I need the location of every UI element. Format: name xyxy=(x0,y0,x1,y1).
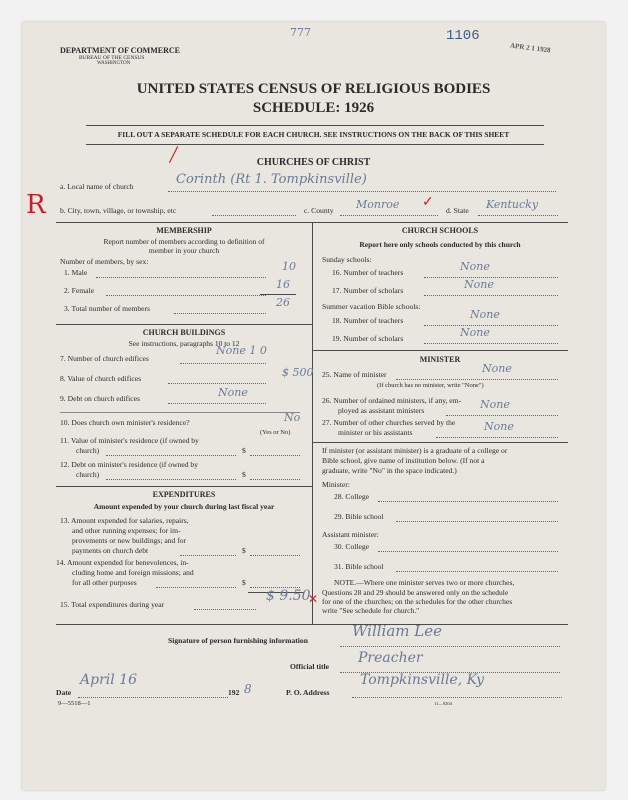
q7-value: None 1 0 xyxy=(216,344,267,357)
dotted-line xyxy=(250,479,300,480)
summer-schools-label: Summer vacation Bible schools: xyxy=(322,302,421,311)
state-label: d. State xyxy=(446,206,469,215)
city-label: b. City, town, village, or township, etc xyxy=(60,206,177,215)
q12-label: 12. Debt on minister's residence (if owned by xyxy=(60,460,199,469)
rule xyxy=(60,412,300,413)
q13-dollar: $ xyxy=(242,546,246,555)
margin-r-mark: R xyxy=(26,190,46,220)
census-schedule-form xyxy=(22,22,605,790)
check-mark-icon: / xyxy=(168,139,180,170)
rule xyxy=(312,442,568,443)
college-note-3: graduate, write "No" in the space indicated.) xyxy=(322,466,457,475)
rule xyxy=(86,125,544,126)
form-schedule-year: SCHEDULE: 1926 xyxy=(252,100,375,116)
dotted-line xyxy=(478,215,558,216)
dotted-line xyxy=(168,383,266,384)
dotted-line xyxy=(180,555,236,556)
column-divider xyxy=(312,222,313,624)
form-number: 9—5518—1 xyxy=(58,700,91,707)
dotted-line xyxy=(446,415,558,416)
schools-title: CHURCH SCHOOLS xyxy=(401,226,479,235)
q26-value: None xyxy=(480,398,510,411)
q27-value: None xyxy=(484,420,514,433)
q25-label: 25. Name of minister xyxy=(322,370,387,379)
q27-label-cont: minister or his assistants xyxy=(338,428,413,437)
q30-label: 30. College xyxy=(334,542,370,551)
q2-label: 2. Female xyxy=(64,286,94,295)
q11-dollar: $ xyxy=(242,446,246,455)
expenditures-subtitle: Amount expended by your church during last fiscal year xyxy=(93,502,275,511)
denomination: CHURCHES OF CHRIST xyxy=(256,157,371,168)
handwritten-number: 777 xyxy=(290,26,311,39)
q15-value: $ 9.50 xyxy=(266,588,311,604)
q27-label: 27. Number of other churches served by the xyxy=(322,418,456,427)
stamp-number: 1106 xyxy=(446,28,480,44)
print-code: 11—9204 xyxy=(434,701,452,706)
dotted-line xyxy=(396,571,558,572)
county-label: c. County xyxy=(304,206,334,215)
dotted-line xyxy=(340,646,560,647)
college-note-2: Bible school, give name of institution below. (If not a xyxy=(322,456,485,465)
dotted-line xyxy=(378,551,558,552)
dotted-line xyxy=(250,455,300,456)
dotted-line xyxy=(96,277,266,278)
q16-value: None xyxy=(460,260,490,273)
membership-subtitle-2: member in your church xyxy=(148,246,220,255)
rule xyxy=(56,324,312,325)
q31-label: 31. Bible school xyxy=(334,562,384,571)
dotted-line xyxy=(396,521,558,522)
dotted-line xyxy=(168,191,556,192)
dotted-line xyxy=(378,501,558,502)
dotted-line xyxy=(156,587,236,588)
minister-title: MINISTER xyxy=(419,355,461,364)
q14-dollar: $ xyxy=(242,578,246,587)
q16-label: 16. Number of teachers xyxy=(332,268,404,277)
q10-label: 10. Does church own minister's residence? xyxy=(60,418,190,427)
q14-line-3: for all other purposes xyxy=(72,578,137,587)
dotted-line xyxy=(424,295,558,296)
q13-line-1: 13. Amount expended for salaries, repairs, xyxy=(60,516,189,525)
q1-value: 10 xyxy=(282,260,296,273)
college-note-1: If minister (or assistant minister) is a graduate of a college or xyxy=(322,446,508,455)
q3-label: 3. Total number of members xyxy=(64,304,151,313)
sunday-schools-label: Sunday schools: xyxy=(322,255,372,264)
buildings-subtitle: See instructions, paragraphs 10 to 12 xyxy=(128,339,240,348)
q19-value: None xyxy=(460,326,490,339)
q14-line-1: 14. Amount expended for benevolences, in- xyxy=(56,558,189,567)
dotted-line xyxy=(396,379,558,380)
q11-label-cont: church) xyxy=(76,446,100,455)
dotted-line xyxy=(424,325,558,326)
dept-name: DEPARTMENT OF COMMERCE xyxy=(60,46,181,55)
date-value: April 16 xyxy=(80,672,137,688)
q13-line-4: payments on church debt xyxy=(72,546,149,555)
minister-sub-label: Minister: xyxy=(322,480,350,489)
year-handwritten: 8 xyxy=(244,682,252,696)
rule xyxy=(56,486,312,487)
q10-note: (Yes or No) xyxy=(260,429,291,436)
dotted-line xyxy=(168,403,266,404)
q19-label: 19. Number of scholars xyxy=(332,334,404,343)
note-line-3: for one of the churches; on the schedules for the other churches xyxy=(322,597,513,606)
date-label: Date xyxy=(56,688,72,697)
rule xyxy=(56,624,568,625)
rule xyxy=(86,144,544,145)
dotted-line xyxy=(212,215,296,216)
q11-label: 11. Value of minister's residence (if owned by xyxy=(60,436,199,445)
q26-label-cont: ployed as assistant ministers xyxy=(338,406,425,415)
signature-value: William Lee xyxy=(352,622,442,640)
received-date-stamp: APR 2 1 1928 xyxy=(509,41,551,55)
q17-label: 17. Number of scholars xyxy=(332,286,404,295)
rule xyxy=(312,350,568,351)
note-line-4: write "See schedule for church." xyxy=(322,606,420,615)
signature-label: Signature of person furnishing information xyxy=(168,636,308,645)
note-line-1: NOTE.—Where one minister serves two or more churches, xyxy=(334,578,515,587)
po-address-value: Tompkinsville, Ky xyxy=(360,672,485,688)
expenditures-title: EXPENDITURES xyxy=(152,490,216,499)
dotted-line xyxy=(194,609,256,610)
q12-dollar: $ xyxy=(242,470,246,479)
dotted-line xyxy=(250,555,300,556)
check-mark-icon: ✕ xyxy=(308,592,319,606)
church-name-label: a. Local name of church xyxy=(60,182,134,191)
q28-label: 28. College xyxy=(334,492,370,501)
dotted-line xyxy=(180,363,266,364)
form-title: UNITED STATES CENSUS OF RELIGIOUS BODIES xyxy=(136,81,491,97)
buildings-title: CHURCH BUILDINGS xyxy=(142,328,226,337)
q25-value: None xyxy=(482,362,512,375)
dotted-line xyxy=(436,437,558,438)
q2-value: 16 xyxy=(276,278,290,291)
q1-label: 1. Male xyxy=(64,268,88,277)
members-by-sex-label: Number of members, by sex: xyxy=(60,257,149,266)
q17-value: None xyxy=(464,278,494,291)
q12-label-cont: church) xyxy=(76,470,100,479)
q25-note: (If church has no minister, write "None") xyxy=(377,382,484,389)
q15-label: 15. Total expenditures during year xyxy=(60,600,165,609)
bureau-city: WASHINGTON xyxy=(97,61,131,66)
q29-label: 29. Bible school xyxy=(334,512,384,521)
dotted-line xyxy=(424,343,558,344)
q3-value: 26 xyxy=(276,296,290,309)
q10-value: No xyxy=(284,411,301,424)
bureau-name: BUREAU OF THE CENSUS xyxy=(79,55,145,61)
church-name-value: Corinth (Rt 1. Tompkinsville) xyxy=(176,172,367,187)
assistant-sub-label: Assistant minister: xyxy=(322,530,379,539)
dotted-line xyxy=(106,455,236,456)
dotted-line xyxy=(352,697,562,698)
dotted-line xyxy=(78,697,228,698)
q13-line-3: provements or new buildings; and for xyxy=(72,536,187,545)
q9-label: 9. Debt on church edifices xyxy=(60,394,140,403)
sum-rule xyxy=(260,294,296,295)
membership-subtitle-1: Report number of members according to definition of xyxy=(103,237,265,246)
official-title-value: Preacher xyxy=(358,650,423,666)
q18-value: None xyxy=(470,308,500,321)
check-mark-icon: ✓ xyxy=(422,195,434,210)
q8-label: 8. Value of church edifices xyxy=(60,374,142,383)
dotted-line xyxy=(340,215,438,216)
year-printed: 192 xyxy=(228,688,240,697)
state-value: Kentucky xyxy=(486,198,539,211)
dotted-line xyxy=(174,313,266,314)
q18-label: 18. Number of teachers xyxy=(332,316,404,325)
fill-instruction: FILL OUT A SEPARATE SCHEDULE FOR EACH CHURCH. SEE INSTRUCTIONS ON THE BACK OF THIS SHEET xyxy=(117,130,510,139)
q9-value: None xyxy=(218,386,248,399)
q8-value: $ 500 xyxy=(282,366,314,379)
note-line-2: Questions 28 and 29 should be answered only on the schedule xyxy=(322,588,509,597)
q7-label: 7. Number of church edifices xyxy=(60,354,149,363)
membership-title: MEMBERSHIP xyxy=(156,226,212,235)
official-title-label: Official title xyxy=(290,662,330,671)
q14-line-2: cluding home and foreign missions; and xyxy=(72,568,194,577)
county-value: Monroe xyxy=(356,198,400,211)
dotted-line xyxy=(106,479,236,480)
q26-label: 26. Number of ordained ministers, if any, em- xyxy=(322,396,462,405)
schools-subtitle: Report here only schools conducted by this church xyxy=(359,240,521,249)
po-address-label: P. O. Address xyxy=(286,688,330,697)
dotted-line xyxy=(106,295,266,296)
q13-line-2: and other running expenses; for im- xyxy=(72,526,181,535)
